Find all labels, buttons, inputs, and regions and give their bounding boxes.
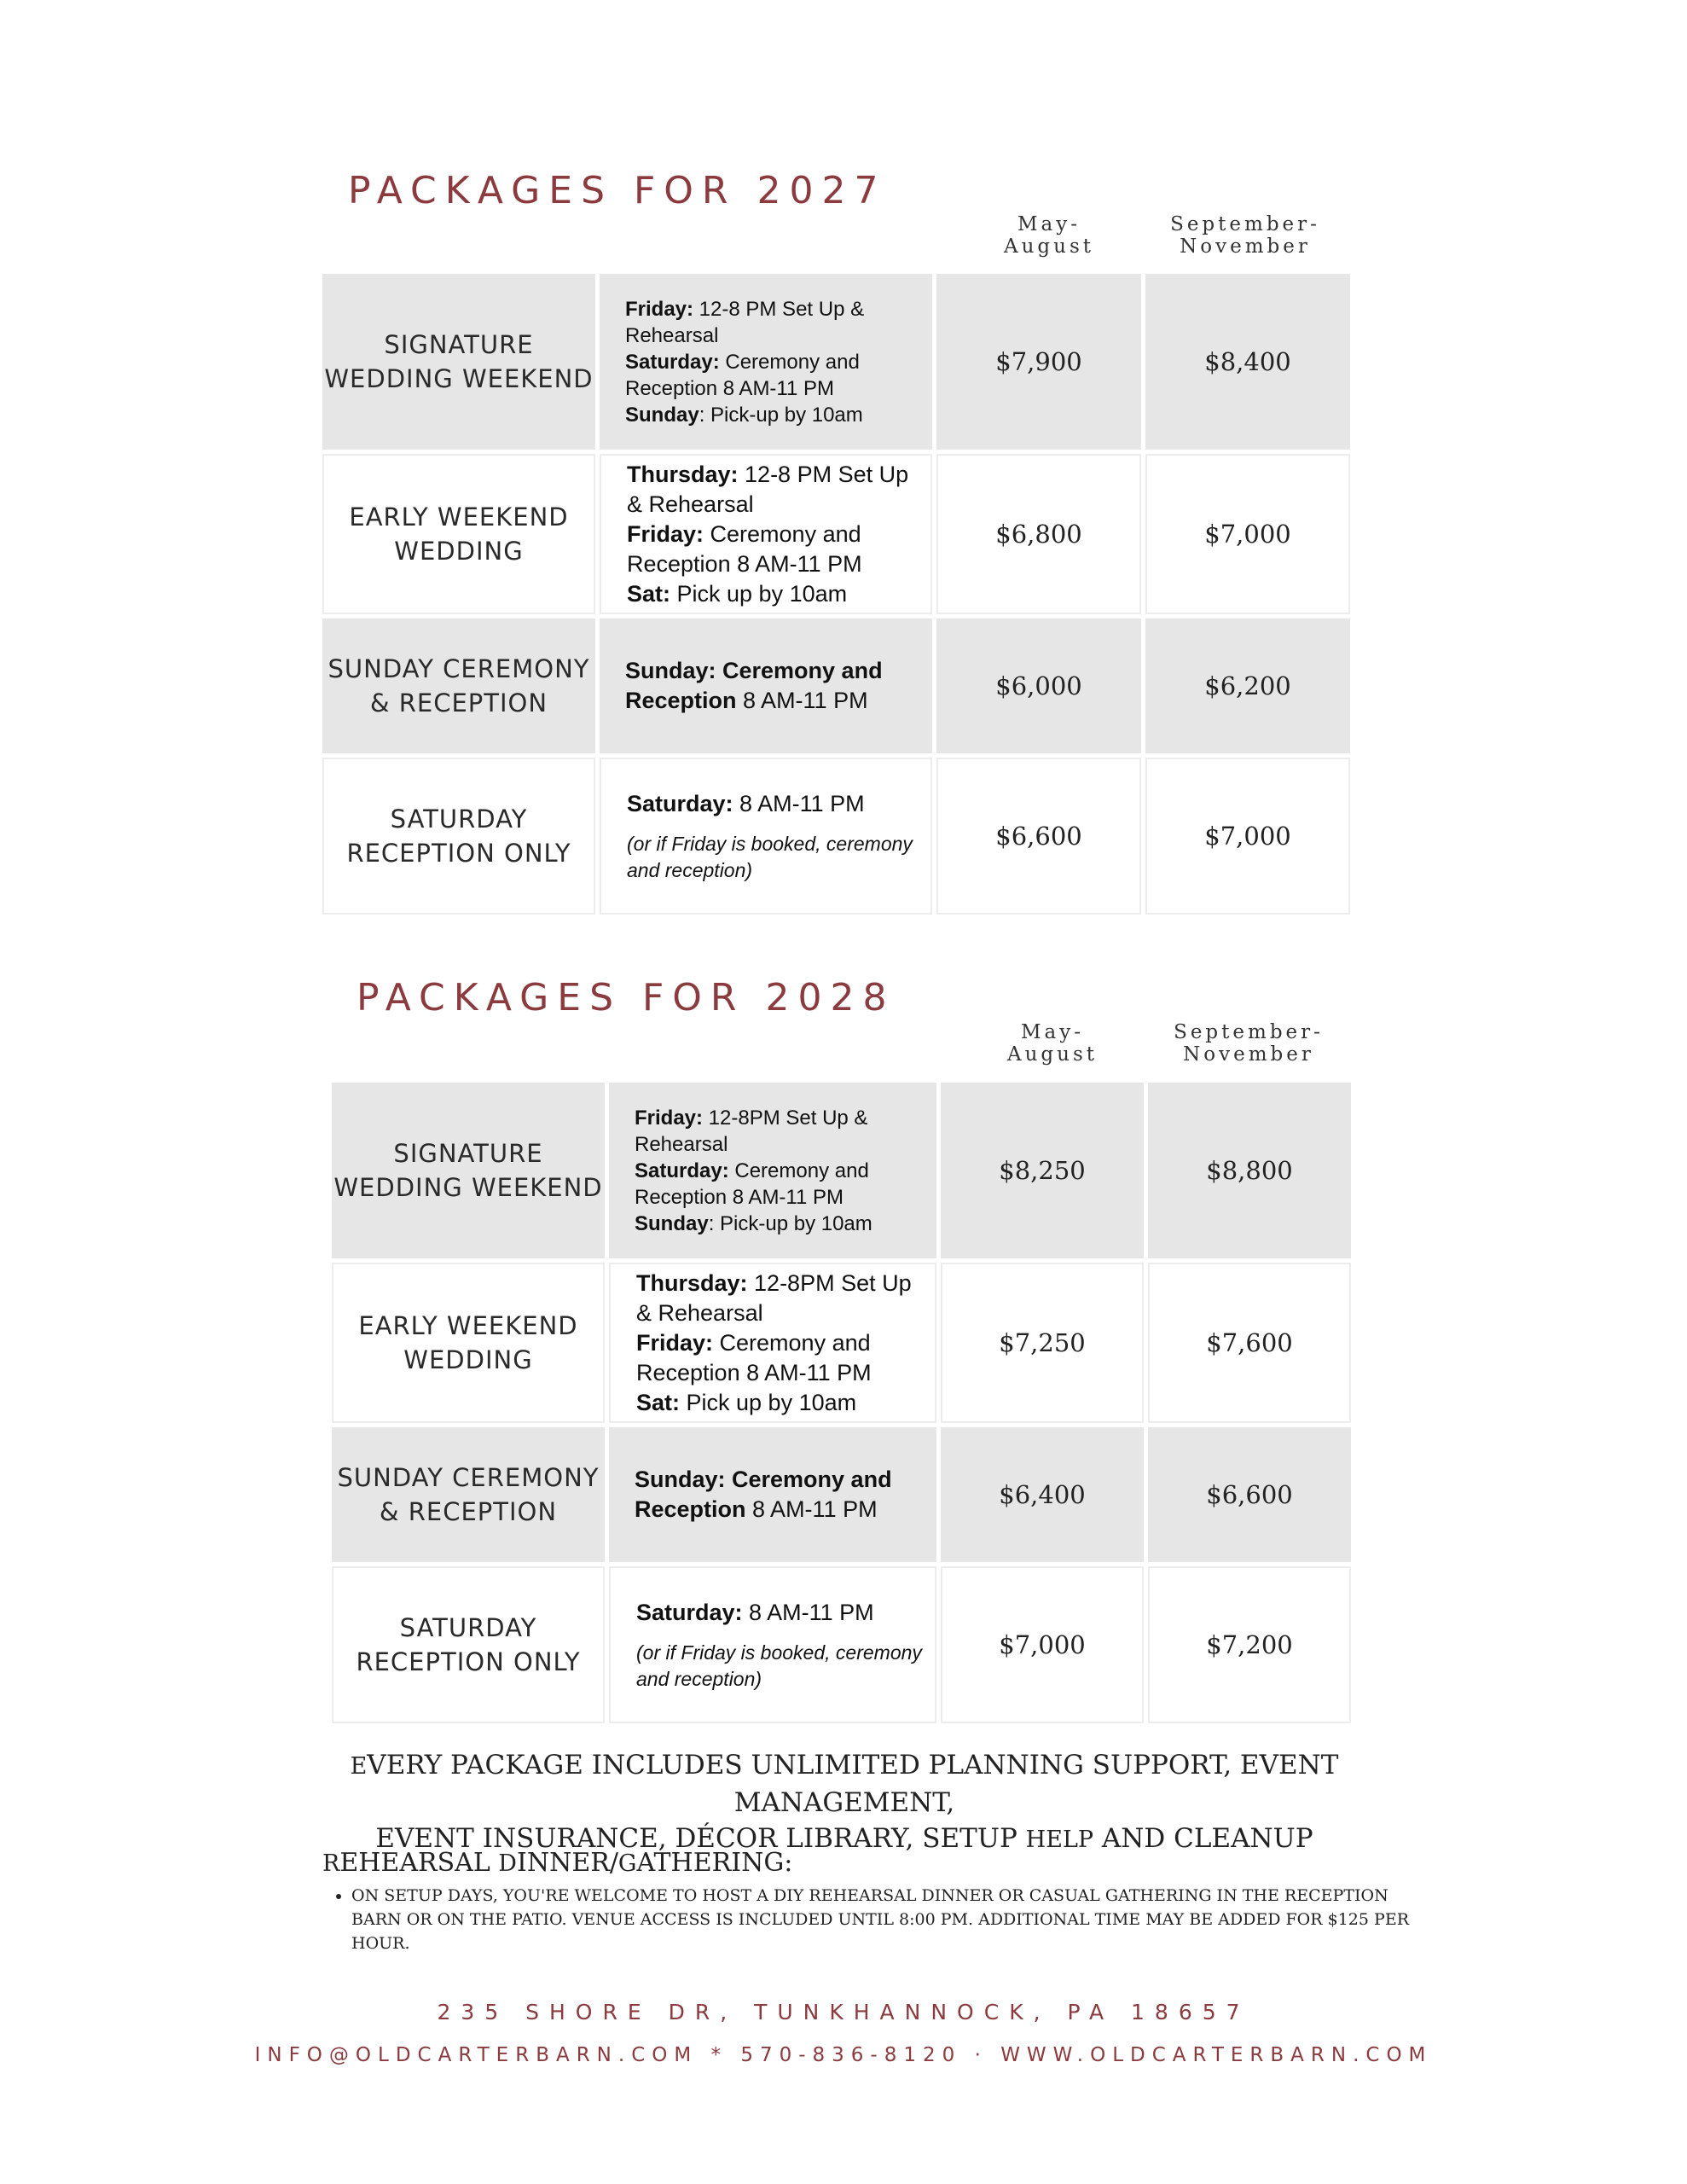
schedule-detail: 8 AM-11 PM xyxy=(733,790,865,816)
schedule-day: Friday: xyxy=(635,1106,704,1130)
package-schedule xyxy=(609,1083,936,1258)
schedule-detail: 12-8PM Set Up & Rehearsal xyxy=(636,1269,912,1326)
package-row xyxy=(322,758,1350,915)
schedule-line xyxy=(635,1211,928,1237)
schedule-line xyxy=(635,1158,928,1211)
schedule-line xyxy=(625,349,924,402)
schedule-line xyxy=(627,579,922,609)
price-may-august: $7,250 xyxy=(941,1263,1144,1423)
column-header-line: November xyxy=(1183,1043,1314,1066)
schedule-detail: Pick up by 10am xyxy=(680,1389,857,1415)
column-header-line: August xyxy=(1003,235,1094,258)
schedule-day: Sunday xyxy=(625,403,699,427)
schedule-detail: 12-8 PM Set Up & Rehearsal xyxy=(627,461,909,517)
package-name: SUNDAY CEREMONY & RECEPTION xyxy=(322,619,595,753)
price-september-november: $7,000 xyxy=(1145,454,1350,614)
schedule-detail: Ceremony and Reception 8 AM-11 PM xyxy=(635,1159,869,1209)
schedule-day: Friday: xyxy=(636,1329,714,1356)
schedule-line xyxy=(635,1105,928,1158)
column-header-september-november xyxy=(1146,1021,1351,1066)
schedule-day: Sunday: Ceremony and Reception xyxy=(625,658,883,713)
schedule-line xyxy=(636,1269,926,1328)
schedule-day: Friday: xyxy=(627,520,704,547)
schedule-line xyxy=(636,1328,926,1388)
price-september-november: $6,600 xyxy=(1148,1427,1351,1562)
column-header-may-august xyxy=(955,213,1143,258)
price-september-november: $7,600 xyxy=(1148,1263,1351,1423)
package-name: SIGNATURE WEDDING WEEKEND xyxy=(332,1083,605,1258)
rehearsal-bullet: • ON SETUP DAYS, YOU'RE WELCOME TO HOST A DIY REHEARSAL DINNER OR CASUAL GATHERING IN THE RECEPTION BARN OR ON THE PATIO. VENUE ACCESS IS INCLUDED UNTIL 8:00 PM. ADDITIONAL TIME MAY BE ADDED FOR $125 PER HOUR. xyxy=(351,1884,1417,1955)
packages-table-2028 xyxy=(328,1078,1355,1728)
schedule-detail: Ceremony and Reception 8 AM-11 PM xyxy=(627,520,862,577)
schedule-line xyxy=(625,656,924,716)
price-may-august: $7,000 xyxy=(941,1566,1144,1723)
schedule-detail: : Pick-up by 10am xyxy=(708,1211,872,1235)
price-september-november: $7,000 xyxy=(1145,758,1350,915)
package-schedule xyxy=(600,454,932,614)
packages-table-2027 xyxy=(318,270,1354,919)
schedule-day: Thursday: xyxy=(627,461,739,487)
schedule-day: Sunday: Ceremony and Reception xyxy=(635,1467,892,1522)
package-row xyxy=(332,1566,1351,1723)
schedule-line xyxy=(627,789,922,819)
schedule-note: (or if Friday is booked, ceremony and reception) xyxy=(636,1641,922,1690)
package-row xyxy=(322,454,1350,614)
price-may-august: $8,250 xyxy=(941,1083,1144,1258)
price-september-november: $7,200 xyxy=(1148,1566,1351,1723)
price-may-august: $6,800 xyxy=(936,454,1141,614)
schedule-day: Saturday: xyxy=(627,790,733,816)
schedule-line xyxy=(636,1598,926,1628)
includes-line: EVENT INSURANCE, DÉCOR LIBRARY, SETUP HELP AND CLEANUP xyxy=(375,1823,1313,1854)
schedule-detail: 12-8 PM Set Up & Rehearsal xyxy=(625,297,865,347)
schedule-detail: Ceremony and Reception 8 AM-11 PM xyxy=(636,1329,872,1385)
schedule-detail: 8 AM-11 PM xyxy=(736,688,868,713)
package-row xyxy=(322,619,1350,753)
rehearsal-title: REHEARSAL DINNER/GATHERING: xyxy=(322,1848,793,1878)
package-name: EARLY WEEKEND WEDDING xyxy=(322,454,595,614)
package-name: EARLY WEEKEND WEDDING xyxy=(332,1263,605,1423)
schedule-day: Saturday: xyxy=(625,350,720,374)
section-heading-2028: PACKAGES FOR 2028 xyxy=(357,976,896,1019)
package-name: SATURDAY RECEPTION ONLY xyxy=(322,758,595,915)
footer-address: 235 SHORE DR, TUNKHANNOCK, PA 18657 xyxy=(437,2000,1250,2024)
package-row xyxy=(332,1083,1351,1258)
package-row xyxy=(322,274,1350,450)
price-september-november: $8,800 xyxy=(1148,1083,1351,1258)
schedule-day: Sunday xyxy=(635,1211,709,1235)
schedule-day: Sat: xyxy=(627,580,671,607)
package-schedule xyxy=(609,1427,936,1562)
column-header-line: August xyxy=(1006,1043,1098,1066)
package-schedule xyxy=(600,619,932,753)
schedule-day: Saturday: xyxy=(636,1599,743,1625)
column-header-line: November xyxy=(1180,235,1311,258)
package-row xyxy=(332,1427,1351,1562)
schedule-day: Friday: xyxy=(625,297,694,321)
column-header-may-august xyxy=(959,1021,1146,1066)
schedule-day: Thursday: xyxy=(636,1269,748,1296)
package-name: SATURDAY RECEPTION ONLY xyxy=(332,1566,605,1723)
price-may-august: $6,600 xyxy=(936,758,1141,915)
column-header-line: September- xyxy=(1174,1021,1324,1043)
price-may-august: $7,900 xyxy=(936,274,1141,450)
schedule-line xyxy=(625,296,924,349)
footer-contact: INFO@OLDCARTERBARN.COM * 570-836-8120 · WWW.OLDCARTERBARN.COM xyxy=(254,2044,1433,2066)
schedule-detail: 12-8PM Set Up & Rehearsal xyxy=(635,1106,868,1156)
package-schedule xyxy=(609,1566,936,1723)
schedule-detail: Ceremony and Reception 8 AM-11 PM xyxy=(625,350,860,400)
package-schedule xyxy=(600,274,932,450)
schedule-day: Saturday: xyxy=(635,1159,729,1182)
column-header-september-november xyxy=(1143,213,1348,258)
schedule-detail: 8 AM-11 PM xyxy=(742,1599,874,1625)
schedule-detail: 8 AM-11 PM xyxy=(745,1496,878,1522)
package-row xyxy=(332,1263,1351,1423)
column-header-line: May- xyxy=(1020,1021,1085,1043)
schedule-day: Sat: xyxy=(636,1389,681,1415)
package-name: SUNDAY CEREMONY & RECEPTION xyxy=(332,1427,605,1562)
schedule-detail: : Pick-up by 10am xyxy=(699,403,863,427)
price-september-november: $6,200 xyxy=(1145,619,1350,753)
price-may-august: $6,000 xyxy=(936,619,1141,753)
section-heading-2027: PACKAGES FOR 2027 xyxy=(348,169,887,212)
package-schedule xyxy=(609,1263,936,1423)
rehearsal-list xyxy=(322,1884,1417,1955)
column-header-line: May- xyxy=(1017,213,1081,235)
price-september-november: $8,400 xyxy=(1145,274,1350,450)
schedule-line xyxy=(627,520,922,579)
column-header-line: September- xyxy=(1170,213,1320,235)
schedule-line xyxy=(625,402,924,428)
schedule-detail: Pick up by 10am xyxy=(670,580,848,607)
schedule-note: (or if Friday is booked, ceremony and reception) xyxy=(627,832,913,881)
schedule-line xyxy=(636,1388,926,1418)
price-may-august: $6,400 xyxy=(941,1427,1144,1562)
package-name: SIGNATURE WEDDING WEEKEND xyxy=(322,274,595,450)
includes-line: EVERY PACKAGE INCLUDES UNLIMITED PLANNING SUPPORT, EVENT MANAGEMENT, xyxy=(350,1750,1339,1818)
schedule-line xyxy=(627,460,922,520)
package-includes-note xyxy=(299,1747,1390,1858)
package-schedule xyxy=(600,758,932,915)
schedule-line xyxy=(635,1465,928,1525)
